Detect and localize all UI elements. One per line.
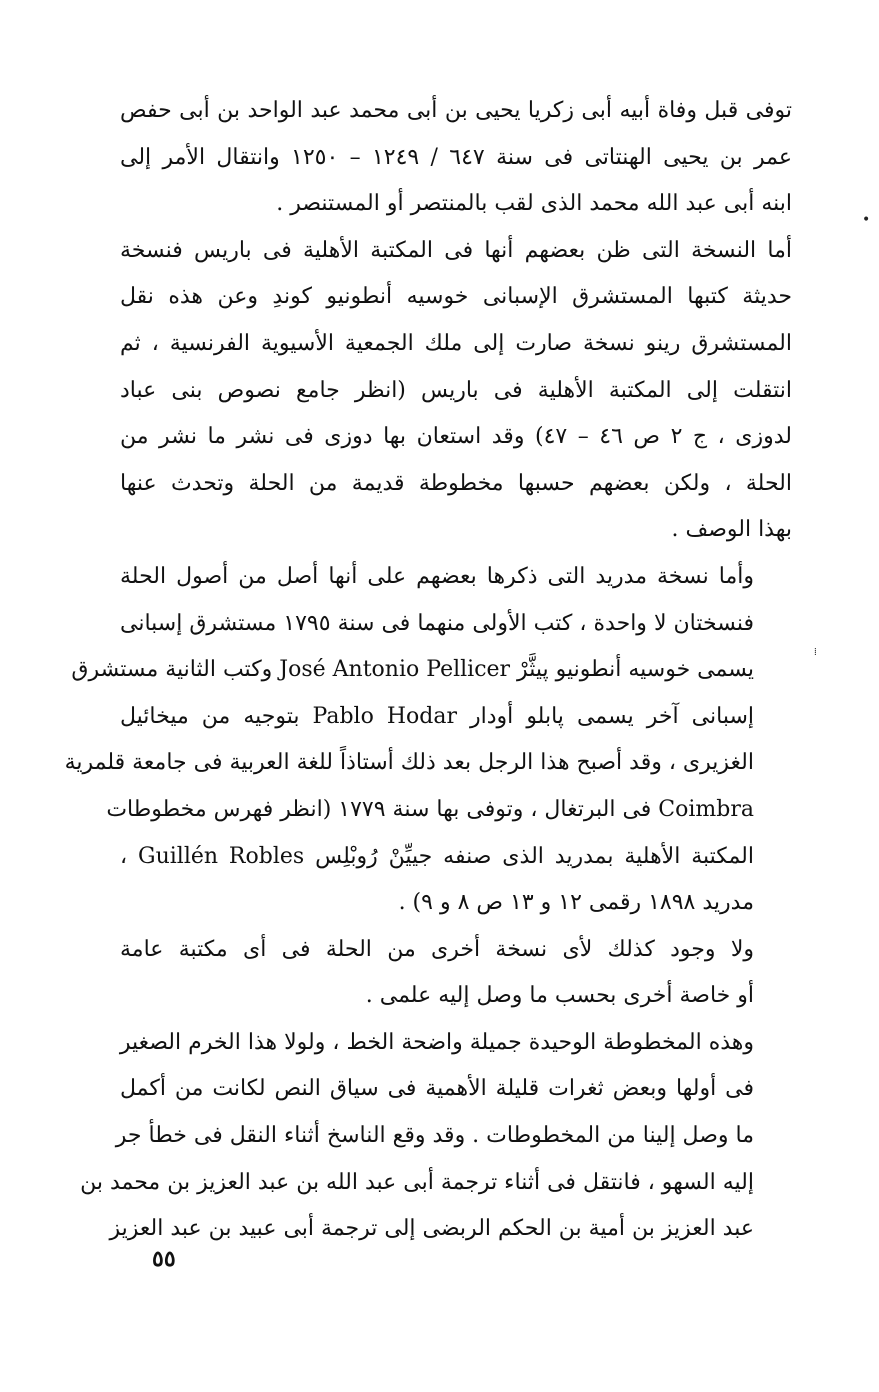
text-line: مدريد ١٨٩٨ رقمى ١٢ و ١٣ ص ٨ و ٩) . [398,890,754,916]
text-line: Coimbra فى البرتغال ، وتوفى بها سنة ١٧٧٩ (انظر فهرس مخطوطات [106,796,754,822]
scan-speck: • [862,212,871,228]
paragraph-1 [120,88,792,228]
text-line: يسمى خوسيه أنطونيو پيثَّرْ José Antonio Pellicer وكتب الثانية مستشرق [71,657,754,683]
text-line: فى أولها وبعض ثغرات قليلة الأهمية فى سياق النص لكانت من أكمل [120,1076,754,1102]
text-line: ابنه أبى عبد الله محمد الذى لقب بالمنتصر أو المستنصر . [276,191,792,217]
text-line: ما وصل إلينا من المخطوطات . وقد وقع الناسخ أثناء النقل فى خطأ جر [115,1123,754,1149]
page-number: ٥٥ [152,1246,176,1272]
text-line: عبد العزيز بن أمية بن الحكم الربضى إلى ترجمة أبى عبيد بن عبد العزيز [109,1216,754,1242]
text-line: لدوزى ، ج ٢ ص ٤٦ – ٤٧) وقد استعان بها دوزى فى نشر ما نشر من [120,424,792,450]
text-line: إليه السهو ، فانتقل فى أثناء ترجمة أبى عبد الله بن عبد العزيز بن محمد بن [80,1169,754,1195]
text-line: المستشرق رينو نسخة صارت إلى ملك الجمعية الأسيوية الفرنسية ، ثم [120,330,792,356]
text-line: انتقلت إلى المكتبة الأهلية فى باريس (انظر جامع نصوص بنى عباد [120,377,792,403]
paragraph-4 [120,927,792,1020]
paragraph-5 [80,1020,792,1253]
text-line: عمر بن يحيى الهنتاتى فى سنة ٦٤٧ / ١٢٤٩ – ١٢٥٠ وانتقال الأمر إلى [120,144,792,170]
text-line: إسبانى آخر يسمى پابلو أودار Pablo Hodar بتوجيه من ميخائيل [120,703,755,729]
page-body [64,88,792,1253]
text-line: الحلة ، ولكن بعضهم حسبها مخطوطة قديمة من الحلة وتحدث عنها [120,470,792,496]
text-line: وأما نسخة مدريد التى ذكرها بعضهم على أنها أصل من أصول الحلة [120,563,754,589]
text-line: حديثة كتبها المستشرق الإسبانى خوسيه أنطونيو كوندِ وعن هذه نقل [120,284,792,310]
text-line: فنسختان لا واحدة ، كتب الأولى منهما فى سنة ١٧٩٥ مستشرق إسبانى [120,610,754,636]
text-line: وهذه المخطوطة الوحيدة جميلة واضحة الخط ، ولولا هذا الخرم الصغير [119,1029,754,1055]
scan-speck: ⁞ [814,647,817,658]
text-line: الغزيرى ، وقد أصبح هذا الرجل بعد ذلك أستاذاً للغة العربية فى جامعة قلمرية [64,750,754,776]
paragraph-3 [64,554,792,927]
paragraph-2 [120,228,792,554]
text-line: أو خاصة أخرى بحسب ما وصل إليه علمى . [365,983,754,1009]
text-line: توفى قبل وفاة أبيه أبى زكريا يحيى بن أبى محمد عبد الواحد بن أبى حفص [120,98,792,123]
text-line: ولا وجود كذلك لأى نسخة أخرى من الحلة فى أى مكتبة عامة [120,936,754,962]
text-line: بهذا الوصف . [671,517,792,543]
text-line: المكتبة الأهلية بمدريد الذى صنفه جييِّنْ رُوبْلِس Guillén Robles ، [120,843,754,869]
text-line: أما النسخة التى ظن بعضهم أنها فى المكتبة الأهلية فى باريس فنسخة [120,237,792,263]
